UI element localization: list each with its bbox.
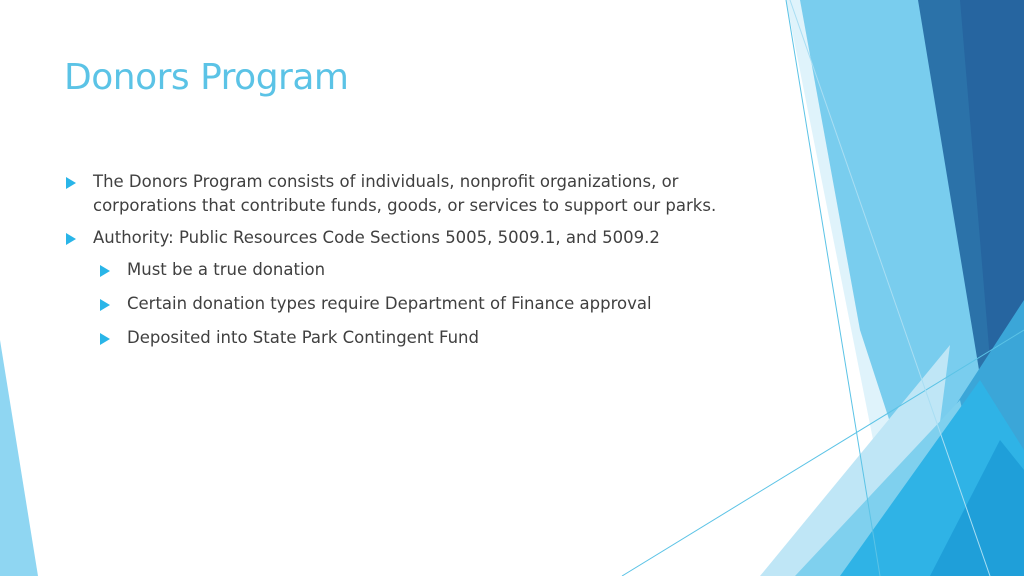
sub-bullet-item — [98, 326, 784, 350]
sub-bullet-item — [98, 258, 784, 282]
sub-bullet-text: Must be a true donation — [127, 260, 326, 279]
play-arrow-icon — [66, 233, 76, 245]
sub-bullet-text: Certain donation types require Department of Finance approval — [127, 294, 652, 313]
bullet-text: The Donors Program consists of individuals, nonprofit organizations, or corporations that contribute funds, goods, or services to support our parks. — [93, 172, 717, 215]
bullet-item — [64, 170, 784, 218]
bullet-item — [64, 226, 784, 250]
bullet-text: Authority: Public Resources Code Sections 5005, 5009.1, and 5009.2 — [93, 228, 660, 247]
play-arrow-icon — [100, 333, 110, 345]
sub-bullet-text: Deposited into State Park Contingent Fund — [127, 328, 479, 347]
play-arrow-icon — [100, 265, 110, 277]
slide-title: Donors Program — [64, 57, 349, 98]
play-arrow-icon — [66, 177, 76, 189]
left-edge-shape — [0, 340, 38, 576]
sub-bullet-item — [98, 292, 784, 316]
play-arrow-icon — [100, 299, 110, 311]
bullet-list — [64, 170, 784, 360]
